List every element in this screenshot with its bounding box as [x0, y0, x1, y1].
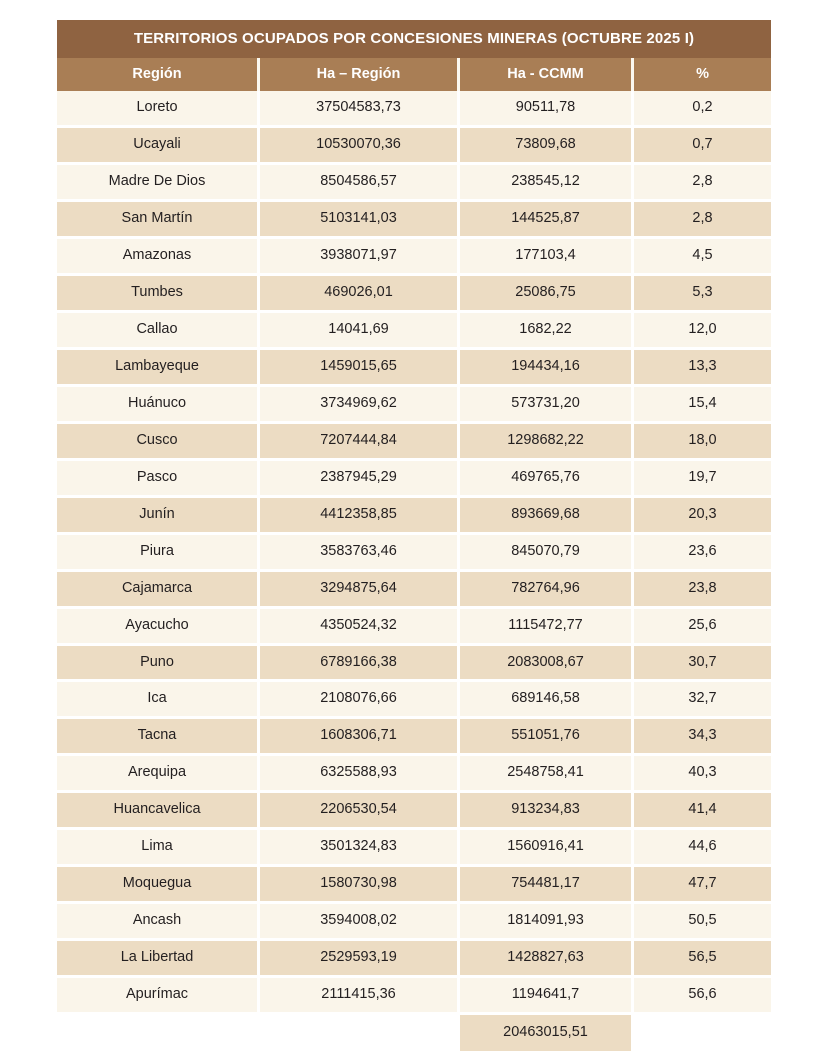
ha-ccmm-cell: 551051,76: [457, 719, 631, 756]
region-cell: Ica: [57, 682, 257, 719]
column-header-ha-region[interactable]: Ha – Región: [257, 58, 457, 92]
table-title: TERRITORIOS OCUPADOS POR CONCESIONES MINERAS (OCTUBRE 2025 I): [57, 20, 771, 58]
table-row: [57, 128, 771, 165]
table-row: [57, 350, 771, 387]
ha-ccmm-cell: 689146,58: [457, 682, 631, 719]
ha-region-cell: 2108076,66: [257, 682, 457, 719]
region-cell: La Libertad: [57, 941, 257, 978]
table-row: [57, 609, 771, 646]
table-row: [57, 498, 771, 535]
percent-cell: 12,0: [631, 313, 771, 350]
table-body: [57, 91, 771, 1050]
ha-ccmm-cell: 893669,68: [457, 498, 631, 535]
ha-region-cell: 3594008,02: [257, 904, 457, 941]
percent-cell: 20,3: [631, 498, 771, 535]
total-row-spacer: [631, 1015, 771, 1051]
region-cell: Huancavelica: [57, 793, 257, 830]
table-row: [57, 867, 771, 904]
ha-ccmm-cell: 573731,20: [457, 387, 631, 424]
table-row: [57, 91, 771, 128]
table-row: [57, 719, 771, 756]
ha-ccmm-cell: 1814091,93: [457, 904, 631, 941]
total-row-spacer: [257, 1015, 457, 1051]
region-cell: Ucayali: [57, 128, 257, 165]
percent-cell: 47,7: [631, 867, 771, 904]
ha-region-cell: 1608306,71: [257, 719, 457, 756]
percent-cell: 50,5: [631, 904, 771, 941]
percent-cell: 40,3: [631, 756, 771, 793]
ha-ccmm-cell: 1428827,63: [457, 941, 631, 978]
region-cell: Arequipa: [57, 756, 257, 793]
ha-region-cell: 37504583,73: [257, 91, 457, 128]
ha-ccmm-cell: 1115472,77: [457, 609, 631, 646]
table-row: [57, 904, 771, 941]
ha-region-cell: 6789166,38: [257, 646, 457, 683]
ha-region-cell: 3501324,83: [257, 830, 457, 867]
ha-ccmm-cell: 177103,4: [457, 239, 631, 276]
region-cell: Cusco: [57, 424, 257, 461]
percent-cell: 4,5: [631, 239, 771, 276]
ha-region-cell: 14041,69: [257, 313, 457, 350]
table-column-header-row: [57, 58, 771, 92]
percent-cell: 5,3: [631, 276, 771, 313]
region-cell: Pasco: [57, 461, 257, 498]
table-row: [57, 646, 771, 683]
mining-concessions-table-container: [57, 20, 771, 1051]
ha-ccmm-cell: 469765,76: [457, 461, 631, 498]
column-header-percent[interactable]: %: [631, 58, 771, 92]
ha-region-cell: 8504586,57: [257, 165, 457, 202]
table-row: [57, 276, 771, 313]
ha-ccmm-cell: 73809,68: [457, 128, 631, 165]
ha-region-cell: 2387945,29: [257, 461, 457, 498]
ha-ccmm-cell: 1194641,7: [457, 978, 631, 1015]
percent-cell: 13,3: [631, 350, 771, 387]
region-cell: Piura: [57, 535, 257, 572]
table-row: [57, 387, 771, 424]
ha-region-cell: 3938071,97: [257, 239, 457, 276]
ha-region-cell: 1580730,98: [257, 867, 457, 904]
percent-cell: 0,7: [631, 128, 771, 165]
ha-region-cell: 469026,01: [257, 276, 457, 313]
column-header-ha-ccmm[interactable]: Ha - CCMM: [457, 58, 631, 92]
percent-cell: 30,7: [631, 646, 771, 683]
ha-region-cell: 10530070,36: [257, 128, 457, 165]
ha-region-cell: 2529593,19: [257, 941, 457, 978]
table-row: [57, 941, 771, 978]
ha-ccmm-cell: 1560916,41: [457, 830, 631, 867]
region-cell: Callao: [57, 313, 257, 350]
ha-region-cell: 5103141,03: [257, 202, 457, 239]
ha-region-cell: 3734969,62: [257, 387, 457, 424]
table-row: [57, 424, 771, 461]
table-total-row: [57, 1015, 771, 1051]
percent-cell: 32,7: [631, 682, 771, 719]
table-row: [57, 756, 771, 793]
ha-region-cell: 3294875,64: [257, 572, 457, 609]
region-cell: Tacna: [57, 719, 257, 756]
table-row: [57, 978, 771, 1015]
region-cell: Cajamarca: [57, 572, 257, 609]
ha-ccmm-cell: 845070,79: [457, 535, 631, 572]
ha-region-cell: 6325588,93: [257, 756, 457, 793]
ha-ccmm-cell: 144525,87: [457, 202, 631, 239]
ha-ccmm-cell: 754481,17: [457, 867, 631, 904]
table-row: [57, 793, 771, 830]
table-row: [57, 572, 771, 609]
percent-cell: 23,8: [631, 572, 771, 609]
total-row-spacer: [57, 1015, 257, 1051]
table-row: [57, 461, 771, 498]
table-head: [57, 20, 771, 91]
region-cell: Junín: [57, 498, 257, 535]
table-row: [57, 239, 771, 276]
percent-cell: 23,6: [631, 535, 771, 572]
total-ha-ccmm-cell: 20463015,51: [457, 1015, 631, 1051]
percent-cell: 56,5: [631, 941, 771, 978]
ha-ccmm-cell: 90511,78: [457, 91, 631, 128]
table-row: [57, 313, 771, 350]
ha-ccmm-cell: 782764,96: [457, 572, 631, 609]
mining-concessions-table: [57, 20, 771, 1051]
percent-cell: 34,3: [631, 719, 771, 756]
region-cell: Moquegua: [57, 867, 257, 904]
ha-ccmm-cell: 1298682,22: [457, 424, 631, 461]
table-row: [57, 165, 771, 202]
ha-ccmm-cell: 25086,75: [457, 276, 631, 313]
ha-ccmm-cell: 2548758,41: [457, 756, 631, 793]
ha-ccmm-cell: 194434,16: [457, 350, 631, 387]
region-cell: Huánuco: [57, 387, 257, 424]
region-cell: Tumbes: [57, 276, 257, 313]
table-row: [57, 682, 771, 719]
region-cell: Apurímac: [57, 978, 257, 1015]
ha-region-cell: 4412358,85: [257, 498, 457, 535]
percent-cell: 15,4: [631, 387, 771, 424]
table-row: [57, 202, 771, 239]
region-cell: Lima: [57, 830, 257, 867]
table-row: [57, 830, 771, 867]
column-header-region[interactable]: Región: [57, 58, 257, 92]
ha-ccmm-cell: 238545,12: [457, 165, 631, 202]
percent-cell: 2,8: [631, 202, 771, 239]
percent-cell: 2,8: [631, 165, 771, 202]
ha-region-cell: 2111415,36: [257, 978, 457, 1015]
region-cell: Lambayeque: [57, 350, 257, 387]
region-cell: Loreto: [57, 91, 257, 128]
ha-ccmm-cell: 2083008,67: [457, 646, 631, 683]
ha-ccmm-cell: 913234,83: [457, 793, 631, 830]
percent-cell: 56,6: [631, 978, 771, 1015]
ha-ccmm-cell: 1682,22: [457, 313, 631, 350]
percent-cell: 19,7: [631, 461, 771, 498]
ha-region-cell: 1459015,65: [257, 350, 457, 387]
percent-cell: 41,4: [631, 793, 771, 830]
ha-region-cell: 7207444,84: [257, 424, 457, 461]
region-cell: Puno: [57, 646, 257, 683]
percent-cell: 0,2: [631, 91, 771, 128]
percent-cell: 18,0: [631, 424, 771, 461]
ha-region-cell: 3583763,46: [257, 535, 457, 572]
region-cell: Amazonas: [57, 239, 257, 276]
table-row: [57, 535, 771, 572]
region-cell: Madre De Dios: [57, 165, 257, 202]
region-cell: Ayacucho: [57, 609, 257, 646]
ha-region-cell: 4350524,32: [257, 609, 457, 646]
ha-region-cell: 2206530,54: [257, 793, 457, 830]
percent-cell: 25,6: [631, 609, 771, 646]
table-title-row: [57, 20, 771, 58]
region-cell: Ancash: [57, 904, 257, 941]
percent-cell: 44,6: [631, 830, 771, 867]
region-cell: San Martín: [57, 202, 257, 239]
